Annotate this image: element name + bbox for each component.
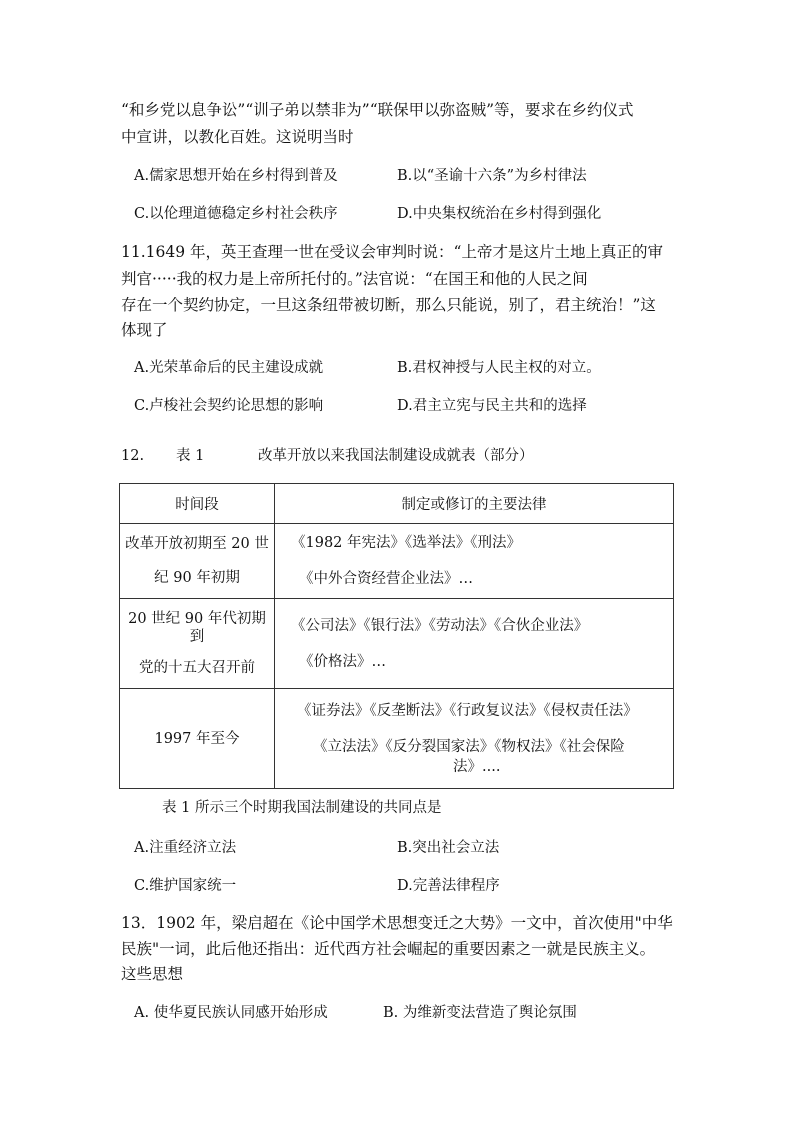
table-header-row bbox=[120, 484, 674, 524]
q12-number: 12. bbox=[121, 448, 145, 464]
period-line: 党的十五大召开前 bbox=[139, 659, 255, 676]
law-achievement-table bbox=[119, 483, 674, 789]
laws-line: 法》.... bbox=[453, 758, 501, 775]
q11-stem-line3: 存在一个契约协定，一旦这条纽带被切断，那么只能说，别了，君主统治！”这 bbox=[121, 296, 656, 314]
q10-stem-line2: 中宣讲，以教化百姓。这说明当时 bbox=[121, 128, 354, 146]
laws-line: 《公司法》《银行法》《劳动法》《合伙企业法》 bbox=[291, 617, 589, 634]
period-line: 20 世纪 90 年代初期 bbox=[128, 610, 266, 627]
laws-line: 《中外合资经营企业法》… bbox=[299, 571, 473, 587]
table-cell-period bbox=[120, 524, 275, 599]
period-line: 改革开放初期至 20 世 bbox=[125, 536, 269, 552]
table-header-laws: 制定或修订的主要法律 bbox=[275, 484, 674, 524]
q10-option-d: D.中央集权统治在乡村得到强化 bbox=[397, 206, 602, 222]
q11-option-d: D.君主立宪与民主共和的选择 bbox=[397, 398, 587, 414]
q12-stem: 表 1 所示三个时期我国法制建设的共同点是 bbox=[162, 800, 442, 816]
laws-line: 《立法法》《反分裂国家法》《物权法》《社会保险 bbox=[313, 738, 625, 755]
q11-stem-line2: 判官·····我的权力是上帝所托付的。”法官说：“在国王和他的人民之间 bbox=[121, 270, 588, 288]
table-cell-laws bbox=[275, 524, 674, 599]
table-header-period: 时间段 bbox=[120, 484, 275, 524]
q12-table-title: 改革开放以来我国法制建设成就表（部分） bbox=[258, 448, 534, 464]
table-row bbox=[120, 599, 674, 689]
q13-option-a: A. 使华夏民族认同感开始形成 bbox=[134, 1005, 328, 1021]
q11-stem-line1: 11.1649 年，英王查理一世在受议会审判时说：“上帝才是这片土地上真正的审 bbox=[121, 243, 663, 261]
q13-stem-line3: 这些思想 bbox=[121, 965, 184, 983]
laws-line: 《价格法》… bbox=[299, 653, 386, 670]
table-row bbox=[120, 689, 674, 789]
period-line: 纪 90 年初期 bbox=[154, 570, 240, 586]
period-line: 1997 年至今 bbox=[154, 730, 240, 747]
table-cell-period bbox=[120, 689, 275, 789]
table-cell-period bbox=[120, 599, 275, 689]
table-cell-laws bbox=[275, 689, 674, 789]
q11-option-c: C.卢梭社会契约论思想的影响 bbox=[134, 398, 324, 414]
q11-option-a: A.光荣革命后的民主建设成就 bbox=[134, 360, 324, 376]
q12-option-a: A.注重经济立法 bbox=[134, 840, 237, 856]
q12-table-label: 表 1 bbox=[176, 448, 205, 464]
q12-option-b: B.突出社会立法 bbox=[397, 840, 500, 856]
period-line: 到 bbox=[189, 628, 205, 645]
laws-line: 《1982 年宪法》《选举法》《刑法》 bbox=[291, 535, 522, 551]
q12-option-c: C.维护国家统一 bbox=[134, 878, 237, 894]
q10-option-c: C.以伦理道德稳定乡村社会秩序 bbox=[134, 206, 338, 222]
table-cell-laws bbox=[275, 599, 674, 689]
laws-line: 《证券法》《反垄断法》《行政复议法》《侵权责任法》 bbox=[297, 702, 638, 719]
q12-option-d: D.完善法律程序 bbox=[397, 878, 500, 894]
q10-option-b: B.以“圣谕十六条”为乡村律法 bbox=[397, 168, 587, 184]
q13-stem-line2: 民族"一词，此后他还指出：近代西方社会崛起的重要因素之一就是民族主义。 bbox=[121, 940, 656, 958]
q10-stem-line1: “和乡党以息争讼”“训子弟以禁非为”“联保甲以弥盗贼”等，要求在乡约仪式 bbox=[121, 101, 634, 119]
q13-option-b: B. 为维新变法营造了舆论氛围 bbox=[383, 1005, 577, 1021]
q11-stem-line4: 体现了 bbox=[121, 321, 168, 339]
q13-stem-line1: 13．1902 年，梁启超在《论中国学术思想变迁之大势》一文中，首次使用"中华 bbox=[121, 914, 673, 932]
table-row bbox=[120, 524, 674, 599]
q10-option-a: A.儒家思想开始在乡村得到普及 bbox=[134, 168, 338, 184]
q11-option-b: B.君权神授与人民主权的对立。 bbox=[397, 360, 601, 376]
